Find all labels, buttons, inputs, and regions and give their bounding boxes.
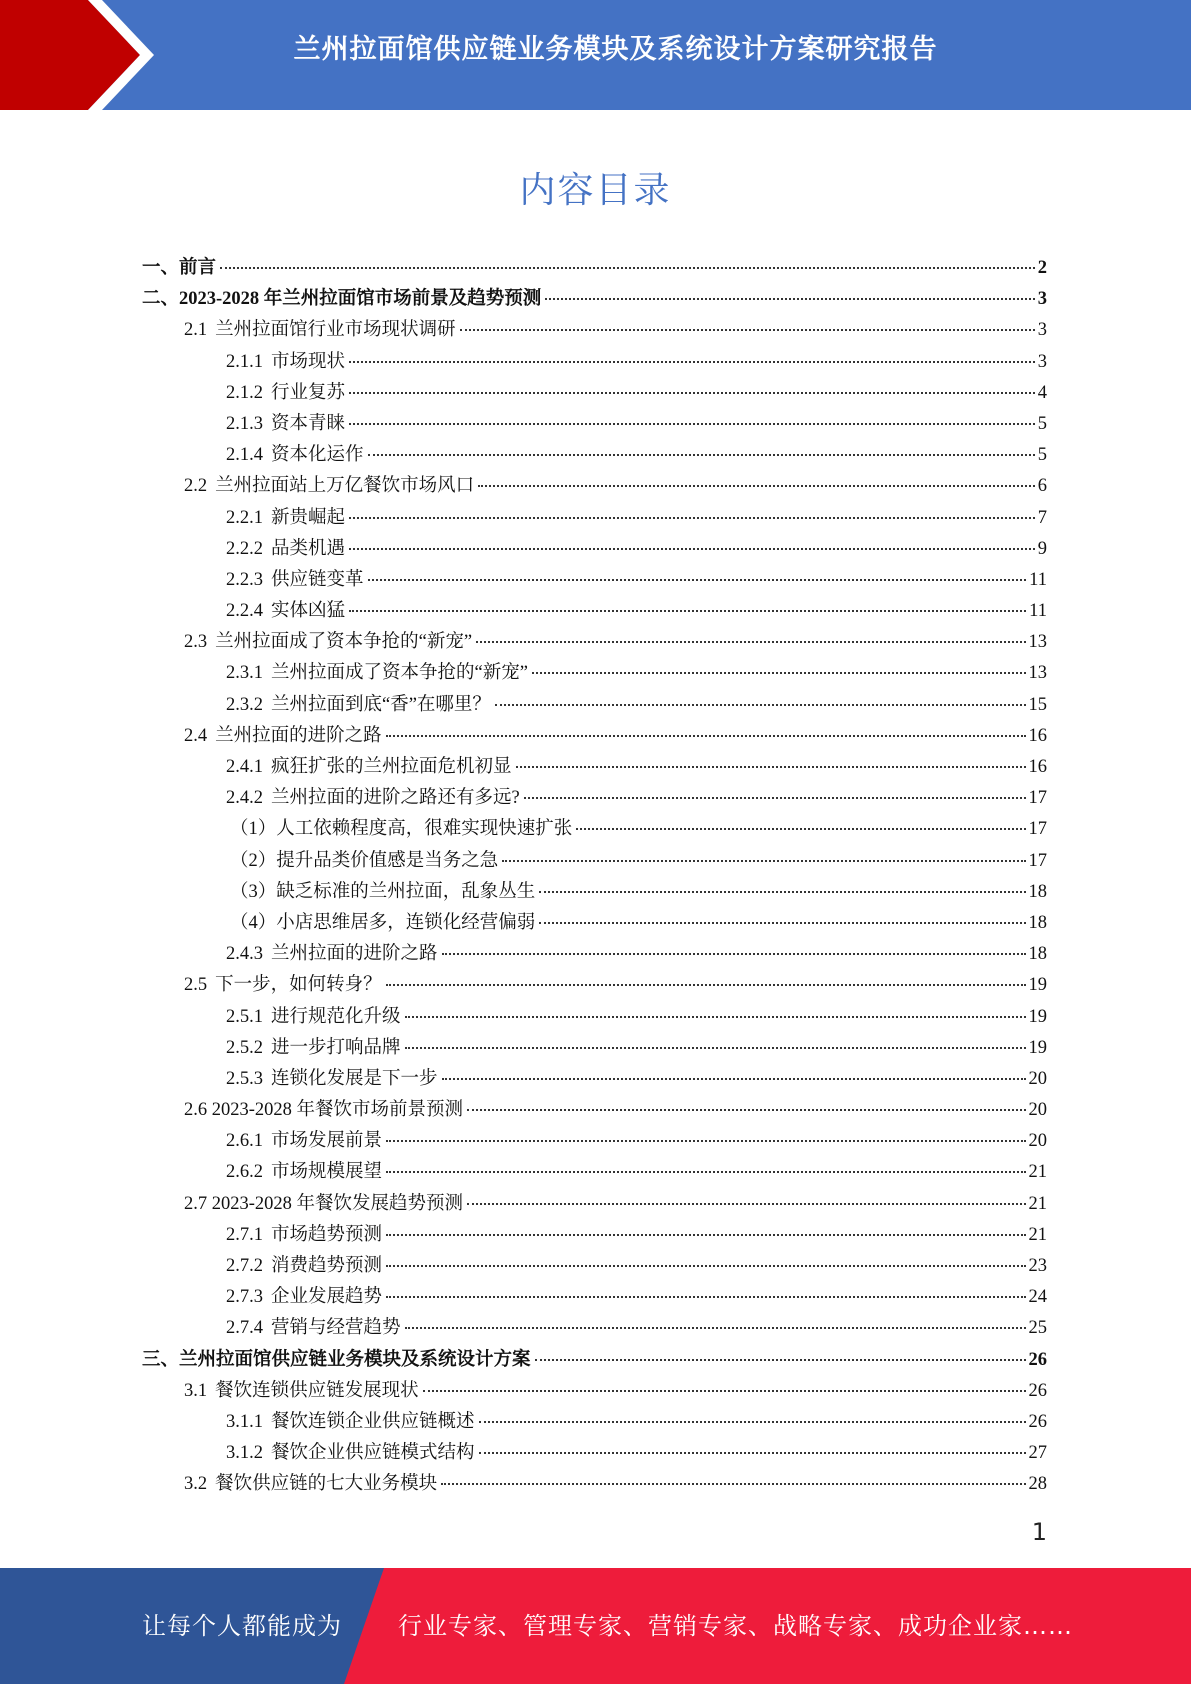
toc-entry-text: （1）人工依赖程度高，很难实现快速扩张 xyxy=(230,819,573,840)
toc-entry-text: 餐饮企业供应链模式结构 xyxy=(271,1443,475,1464)
toc-entry-number: 2.5.2 xyxy=(226,1037,263,1058)
toc-entry-number: 2.6.2 xyxy=(226,1162,263,1183)
toc-entry-number: 2.4.2 xyxy=(226,788,263,809)
toc-entry-label xyxy=(142,1345,531,1371)
page-footer-band xyxy=(0,1568,1191,1684)
toc-entry-text: 行业复苏 xyxy=(271,382,346,403)
toc-dot-leader xyxy=(467,1109,1025,1111)
toc-entry-text: 连锁化发展是下一步 xyxy=(271,1068,438,1089)
toc-entry[interactable] xyxy=(142,347,1047,378)
toc-entry-page: 6 xyxy=(1037,476,1047,497)
toc-entry-text: 市场规模展望 xyxy=(271,1162,383,1183)
toc-dot-leader xyxy=(516,766,1026,768)
toc-entry-label xyxy=(142,284,541,310)
toc-entry-page: 17 xyxy=(1028,819,1047,840)
toc-entry-page: 19 xyxy=(1028,975,1047,996)
toc-entry-label xyxy=(226,565,364,591)
toc-dot-leader xyxy=(545,298,1034,300)
toc-entry-label xyxy=(226,1157,382,1183)
toc-entry[interactable] xyxy=(142,1095,1047,1126)
toc-entry-label xyxy=(226,783,520,809)
page-header-band xyxy=(0,0,1191,110)
toc-entry-text: 新贵崛起 xyxy=(271,507,346,528)
toc-entry-label xyxy=(226,1438,475,1464)
toc-entry-label xyxy=(230,908,535,934)
toc-entry-text: 2.7 2023-2028 年餐饮发展趋势预测 xyxy=(184,1193,464,1214)
toc-entry-number: 2.5.1 xyxy=(226,1006,263,1027)
toc-entry-text: 营销与经营趋势 xyxy=(271,1318,401,1339)
toc-entry-page: 4 xyxy=(1037,382,1047,403)
toc-entry-label xyxy=(226,939,438,965)
toc-entry-page: 26 xyxy=(1028,1380,1047,1401)
toc-entry-number: 2.1.4 xyxy=(226,445,263,466)
toc-entry-number: 2.7.1 xyxy=(226,1224,263,1245)
toc-entry-page: 18 xyxy=(1028,944,1047,965)
toc-entry-number: 2.7.3 xyxy=(226,1287,263,1308)
toc-entry-text: 供应链变革 xyxy=(271,569,364,590)
toc-entry-text: 资本青睐 xyxy=(271,413,346,434)
toc-entry-page: 19 xyxy=(1028,1037,1047,1058)
toc-entry-number: 2.2.1 xyxy=(226,507,263,528)
toc-entry-text: 品类机遇 xyxy=(271,538,346,559)
toc-entry-text: 下一步，如何转身？ xyxy=(215,975,382,996)
toc-entry-label xyxy=(226,503,345,529)
toc-entry-page: 3 xyxy=(1037,289,1047,310)
toc-entry-page: 18 xyxy=(1028,912,1047,933)
toc-entry-number: 2.7.4 xyxy=(226,1318,263,1339)
toc-entry-page: 20 xyxy=(1028,1068,1047,1089)
toc-entry-page: 18 xyxy=(1028,881,1047,902)
toc-dot-leader xyxy=(368,454,1035,456)
toc-entry[interactable] xyxy=(142,1251,1047,1282)
toc-entry-page: 11 xyxy=(1029,601,1047,622)
toc-dot-leader xyxy=(386,1234,1025,1236)
toc-entry-label xyxy=(226,1002,401,1028)
toc-entry[interactable] xyxy=(142,1313,1047,1344)
toc-entry-text: 一、前言 xyxy=(142,258,217,278)
toc-entry[interactable] xyxy=(142,1220,1047,1251)
toc-entry[interactable] xyxy=(142,1126,1047,1157)
toc-entry[interactable] xyxy=(142,627,1047,658)
toc-entry-label xyxy=(226,658,528,684)
toc-entry[interactable] xyxy=(142,846,1047,877)
toc-entry-text: 兰州拉面的进阶之路 xyxy=(215,725,382,746)
toc-dot-leader xyxy=(386,1140,1025,1142)
header-arrow-decoration xyxy=(0,0,160,110)
toc-entry-page: 19 xyxy=(1028,1006,1047,1027)
toc-dot-leader xyxy=(349,610,1026,612)
toc-entry-page: 23 xyxy=(1028,1256,1047,1276)
toc-entry[interactable] xyxy=(142,409,1047,440)
toc-entry-label xyxy=(226,596,345,622)
toc-entry-number: 2.1.2 xyxy=(226,382,263,403)
toc-entry[interactable] xyxy=(142,1189,1047,1220)
toc-entry-text: 市场现状 xyxy=(271,351,346,372)
toc-entry-text: （4）小店思维居多，连锁化经营偏弱 xyxy=(230,912,536,933)
toc-entry-number: 3.1.2 xyxy=(226,1443,263,1464)
toc-entry[interactable] xyxy=(142,284,1047,315)
report-title: 兰州拉面馆供应链业务模块及系统设计方案研究报告 xyxy=(293,34,938,65)
toc-entry-page: 11 xyxy=(1029,569,1047,590)
toc-entry-page: 21 xyxy=(1028,1224,1047,1245)
toc-entry-label xyxy=(184,721,382,747)
toc-heading: 内容目录 xyxy=(519,170,672,211)
toc-dot-leader xyxy=(349,548,1035,550)
toc-entry-page: 5 xyxy=(1037,445,1047,466)
toc-entry-page: 9 xyxy=(1037,538,1047,559)
toc-entry-label xyxy=(184,970,382,996)
toc-entry-label xyxy=(226,690,491,716)
toc-dot-leader xyxy=(349,517,1035,519)
toc-entry-text: 实体凶猛 xyxy=(271,601,346,622)
toc-entry[interactable] xyxy=(142,471,1047,502)
toc-entry-number: 2.4.3 xyxy=(226,944,263,965)
toc-entry[interactable] xyxy=(142,253,1047,284)
toc-entry-page: 26 xyxy=(1028,1411,1047,1432)
toc-entry[interactable] xyxy=(142,908,1047,939)
toc-dot-leader xyxy=(386,1265,1025,1267)
toc-entry[interactable] xyxy=(142,1345,1047,1376)
toc-entry-number: 2.2 xyxy=(184,476,208,497)
toc-entry-label xyxy=(230,877,535,903)
toc-entry-label xyxy=(142,253,216,279)
toc-entry-label xyxy=(226,1064,438,1090)
toc-entry-number: 2.3 xyxy=(184,632,208,653)
toc-entry-label xyxy=(184,1095,463,1121)
toc-dot-leader xyxy=(495,704,1026,706)
toc-entry-text: 兰州拉面的进阶之路 xyxy=(271,944,438,965)
toc-entry-text: 兰州拉面的进阶之路还有多远? xyxy=(271,788,520,809)
toc-dot-leader xyxy=(386,1171,1025,1173)
toc-entry-text: 进一步打响品牌 xyxy=(271,1037,401,1058)
toc-entry-page: 21 xyxy=(1028,1193,1047,1214)
toc-entry[interactable] xyxy=(142,503,1047,534)
toc-entry[interactable] xyxy=(142,534,1047,565)
toc-entry-text: 餐饮连锁供应链发展现状 xyxy=(215,1380,419,1401)
toc-entry-label xyxy=(226,1407,475,1433)
toc-entry-number: 2.3.1 xyxy=(226,663,263,684)
toc-entry-label xyxy=(226,409,345,435)
toc-entry-page: 17 xyxy=(1028,850,1047,871)
toc-entry-text: 2.6 2023-2028 年餐饮市场前景预测 xyxy=(184,1100,464,1121)
toc-entry-page: 27 xyxy=(1028,1443,1047,1464)
toc-entry-text: 市场发展前景 xyxy=(271,1131,383,1152)
toc-entry-page: 15 xyxy=(1028,694,1047,715)
toc-entry-label xyxy=(226,1033,401,1059)
toc-entry-page: 25 xyxy=(1028,1318,1047,1339)
toc-entry-number: 2.6.1 xyxy=(226,1131,263,1152)
toc-entry[interactable] xyxy=(142,814,1047,845)
toc-dot-leader xyxy=(386,735,1026,737)
toc-entry-text: （2）提升品类价值感是当务之急 xyxy=(230,850,499,871)
toc-dot-leader xyxy=(442,1078,1026,1080)
toc-dot-leader xyxy=(476,641,1025,643)
toc-entry-label xyxy=(184,1469,437,1495)
toc-dot-leader xyxy=(460,329,1035,331)
toc-dot-leader xyxy=(479,1452,1026,1454)
toc-entry[interactable] xyxy=(142,939,1047,970)
toc-entry-label xyxy=(184,315,456,341)
toc-dot-leader xyxy=(386,984,1026,986)
toc-entry-label xyxy=(226,440,364,466)
toc-entry[interactable] xyxy=(142,378,1047,409)
toc-dot-leader xyxy=(478,485,1035,487)
footer-slogan-right: 行业专家、管理专家、营销专家、战略专家、成功企业家…… xyxy=(398,1612,1073,1640)
toc-entry-number: 2.4 xyxy=(184,725,208,746)
toc-entry-text: 二、2023-2028 年兰州拉面馆市场前景及趋势预测 xyxy=(142,289,542,310)
toc-entry-text: 兰州拉面成了资本争抢的“新宠” xyxy=(215,632,473,653)
toc-entry[interactable] xyxy=(142,783,1047,814)
toc-dot-leader xyxy=(405,1016,1026,1018)
toc-entry-number: 3.2 xyxy=(184,1474,208,1495)
toc-entry-label xyxy=(184,1376,419,1402)
toc-entry-page: 24 xyxy=(1028,1287,1047,1308)
toc-entry-number: 2.1 xyxy=(184,320,208,341)
toc-entry[interactable] xyxy=(142,596,1047,627)
toc-entry[interactable] xyxy=(142,1282,1047,1313)
toc-dot-leader xyxy=(576,828,1025,830)
toc-entry-number: 2.3.2 xyxy=(226,694,263,715)
toc-dot-leader xyxy=(502,860,1025,862)
toc-entry-text: 企业发展趋势 xyxy=(271,1287,383,1308)
toc-entry-number: 2.5 xyxy=(184,975,208,996)
toc-dot-leader xyxy=(539,891,1025,893)
toc-entry[interactable] xyxy=(142,565,1047,596)
toc-entry-label xyxy=(226,1220,382,1246)
toc-entry[interactable] xyxy=(142,1157,1047,1188)
toc-entry-page: 7 xyxy=(1037,507,1047,528)
toc-entry-page: 13 xyxy=(1028,663,1047,684)
toc-entry-number: 2.5.3 xyxy=(226,1068,263,1089)
toc-entry-number: 2.1.3 xyxy=(226,413,263,434)
toc-entry[interactable] xyxy=(142,752,1047,783)
toc-entry-text: 餐饮连锁企业供应链概述 xyxy=(271,1411,475,1432)
header-red-arrow xyxy=(0,0,140,110)
toc-dot-leader xyxy=(539,922,1025,924)
toc-entry-label xyxy=(226,1251,382,1277)
toc-entry-label xyxy=(226,534,345,560)
toc-entry-text: 资本化运作 xyxy=(271,445,364,466)
toc-entry-label xyxy=(226,1126,382,1152)
toc-entry-text: 消费趋势预测 xyxy=(271,1256,383,1276)
toc-entry-text: 市场趋势预测 xyxy=(271,1224,383,1245)
toc-dot-leader xyxy=(386,1296,1025,1298)
toc-entry-number: 2.7.2 xyxy=(226,1256,263,1276)
toc-entry[interactable] xyxy=(142,315,1047,346)
toc-dot-leader xyxy=(423,1390,1026,1392)
toc-entry-number: 3.1 xyxy=(184,1380,208,1401)
toc-entry-page: 20 xyxy=(1028,1100,1047,1121)
toc-entry-label xyxy=(184,627,472,653)
toc-entry-label xyxy=(184,1189,463,1215)
toc-dot-leader xyxy=(467,1203,1025,1205)
toc-entry[interactable] xyxy=(142,1033,1047,1064)
table-of-contents xyxy=(142,253,1047,1501)
toc-entry[interactable] xyxy=(142,1469,1047,1500)
toc-entry[interactable] xyxy=(142,1064,1047,1095)
toc-entry-page: 16 xyxy=(1028,725,1047,746)
toc-entry-label xyxy=(230,846,498,872)
toc-entry[interactable] xyxy=(142,658,1047,689)
toc-entry-label xyxy=(226,1282,382,1308)
toc-entry-label xyxy=(226,347,345,373)
toc-entry[interactable] xyxy=(142,721,1047,752)
toc-dot-leader xyxy=(441,1483,1025,1485)
toc-entry[interactable] xyxy=(142,970,1047,1001)
toc-entry-text: 兰州拉面馆行业市场现状调研 xyxy=(215,320,456,341)
toc-dot-leader xyxy=(532,672,1026,674)
page-number: 1 xyxy=(1031,1518,1047,1546)
toc-dot-leader xyxy=(524,797,1026,799)
toc-entry-label xyxy=(226,378,345,404)
toc-dot-leader xyxy=(405,1047,1026,1049)
toc-entry-number: 2.1.1 xyxy=(226,351,263,372)
toc-entry[interactable] xyxy=(142,1002,1047,1033)
toc-entry[interactable] xyxy=(142,1438,1047,1469)
toc-entry-number: 2.2.2 xyxy=(226,538,263,559)
toc-entry-number: 2.2.3 xyxy=(226,569,263,590)
toc-entry-page: 2 xyxy=(1037,258,1047,278)
toc-dot-leader xyxy=(349,423,1035,425)
toc-entry-page: 26 xyxy=(1028,1349,1047,1370)
toc-entry-page: 13 xyxy=(1028,632,1047,653)
toc-entry-text: 兰州拉面到底“香”在哪里？ xyxy=(271,694,491,715)
toc-entry-page: 28 xyxy=(1028,1474,1047,1495)
toc-entry-page: 3 xyxy=(1037,320,1047,341)
toc-dot-leader xyxy=(405,1327,1026,1329)
toc-dot-leader xyxy=(368,579,1027,581)
toc-entry[interactable] xyxy=(142,440,1047,471)
toc-entry-label xyxy=(226,752,512,778)
toc-entry-page: 17 xyxy=(1028,788,1047,809)
toc-entry[interactable] xyxy=(142,1376,1047,1407)
toc-entry-text: 三、兰州拉面馆供应链业务模块及系统设计方案 xyxy=(142,1349,531,1370)
toc-dot-leader xyxy=(349,392,1035,394)
toc-entry-text: 兰州拉面站上万亿餐饮市场风口 xyxy=(215,476,475,497)
toc-dot-leader xyxy=(479,1421,1026,1423)
toc-entry-label xyxy=(226,1313,401,1339)
toc-entry-label xyxy=(230,814,572,840)
toc-entry-page: 16 xyxy=(1028,757,1047,777)
toc-entry-page: 5 xyxy=(1037,413,1047,434)
toc-entry-text: 疯狂扩张的兰州拉面危机初显 xyxy=(271,757,512,777)
toc-dot-leader xyxy=(442,953,1026,955)
toc-entry-number: 2.2.4 xyxy=(226,601,263,622)
toc-entry-page: 21 xyxy=(1028,1162,1047,1183)
toc-entry-text: 餐饮供应链的七大业务模块 xyxy=(215,1474,438,1495)
toc-entry[interactable] xyxy=(142,1407,1047,1438)
toc-entry-text: 进行规范化升级 xyxy=(271,1006,401,1027)
toc-entry-label xyxy=(184,471,474,497)
toc-entry[interactable] xyxy=(142,690,1047,721)
toc-entry-number: 2.4.1 xyxy=(226,757,263,777)
toc-entry-page: 3 xyxy=(1037,351,1047,372)
toc-dot-leader xyxy=(220,267,1035,269)
toc-dot-leader xyxy=(535,1359,1026,1361)
toc-entry-number: 3.1.1 xyxy=(226,1411,263,1432)
toc-entry-page: 20 xyxy=(1028,1131,1047,1152)
toc-dot-leader xyxy=(349,361,1035,363)
toc-entry-text: （3）缺乏标准的兰州拉面，乱象丛生 xyxy=(230,881,536,902)
toc-entry[interactable] xyxy=(142,877,1047,908)
footer-slogan-left: 让每个人都能成为 xyxy=(142,1612,342,1640)
toc-entry-text: 兰州拉面成了资本争抢的“新宠” xyxy=(271,663,528,684)
